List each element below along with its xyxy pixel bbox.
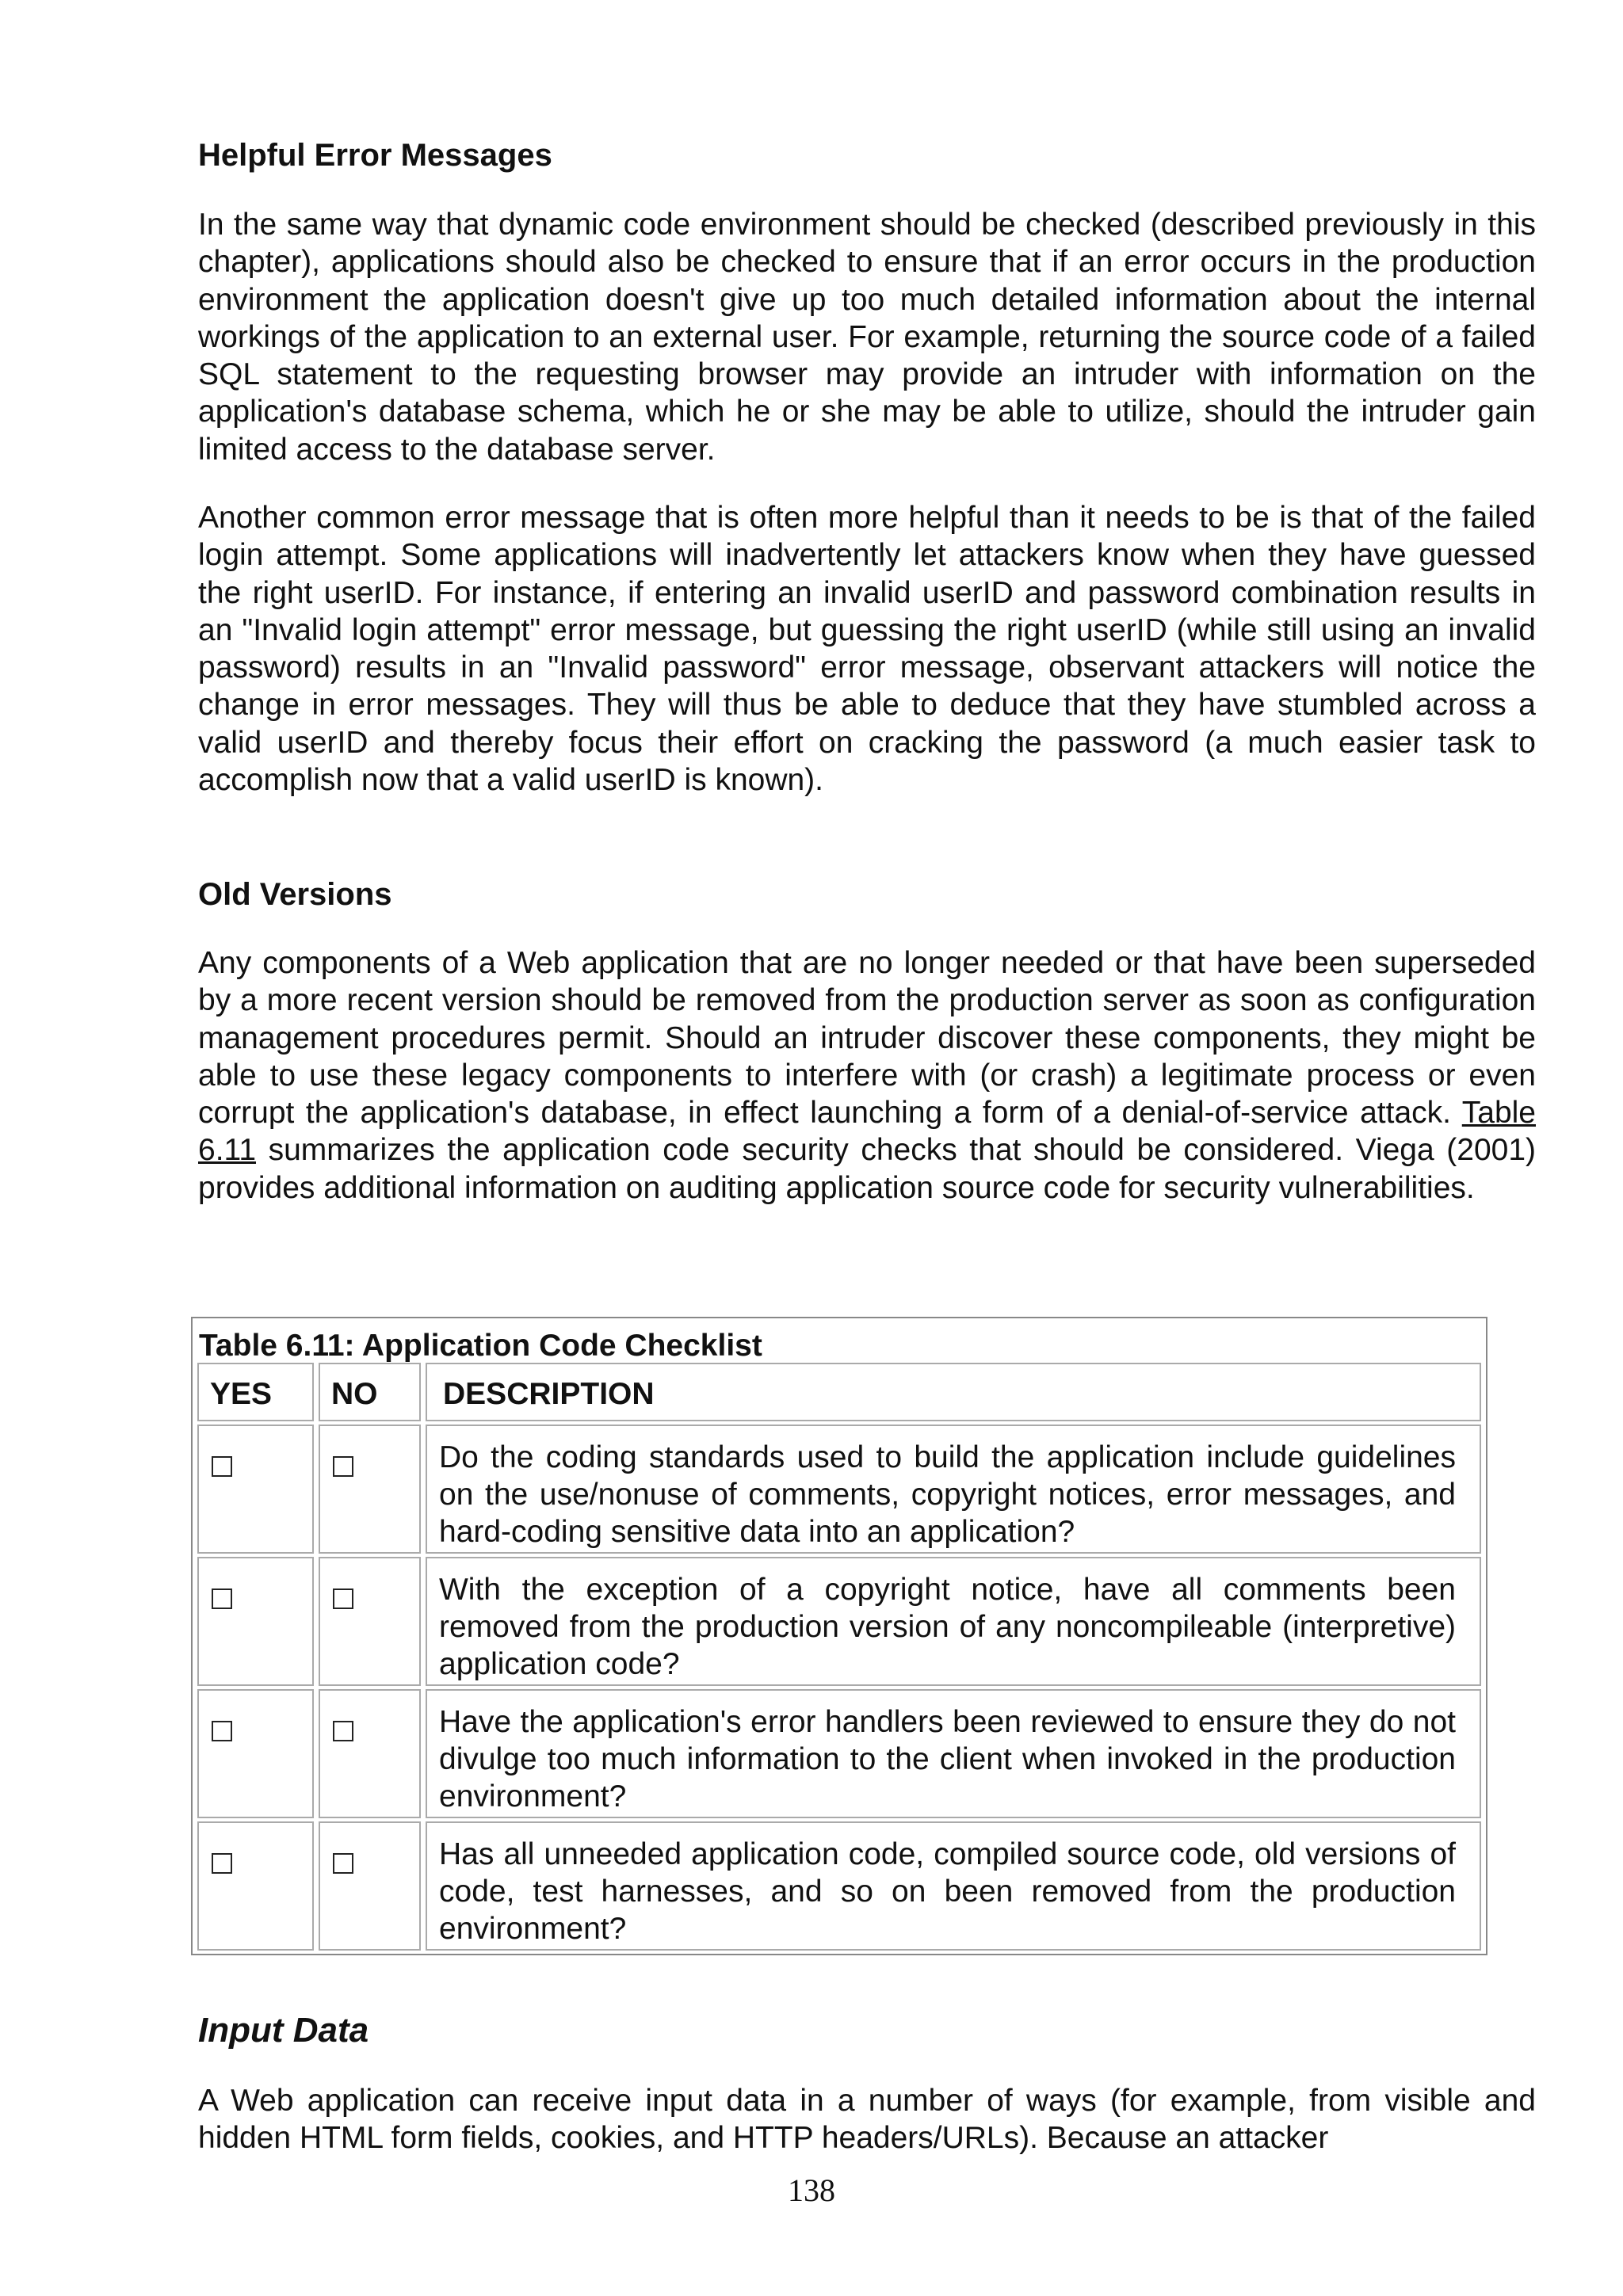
yes-checkbox[interactable]: [212, 1589, 232, 1609]
header-description: DESCRIPTION: [426, 1363, 1481, 1421]
yes-checkbox[interactable]: [212, 1721, 232, 1741]
description-cell: Have the application's error handlers been reviewed to ensure they do not divulge too much information to the client when invoked in the production environment?: [426, 1689, 1481, 1818]
heading-helpful-error-messages: Helpful Error Messages: [198, 138, 552, 173]
text-run: Any components of a Web application that are no longer needed or that have been superseded by a more recent version should be removed from the production server as soon as configuration management procedures permit. Should an intruder discover these components, they might be able to use these legacy components to interfere with (or crash) a legitimate process or even corrupt the application's database, in effect launching a form of a denial-of-service attack.: [198, 946, 1536, 1131]
yes-cell: [197, 1821, 314, 1951]
no-cell: [319, 1425, 421, 1554]
yes-cell: [197, 1689, 314, 1818]
paragraph-dynamic-code: In the same way that dynamic code environment should be checked (described previously in this chapter), applications should also be checked to ensure that if an error occurs in the production environment the application doesn't give up too much detailed information about the internal workings of the application to an external user. For example, returning the source code of a failed SQL statement to the requesting browser may provide an intruder with information on the application's database schema, which he or she may be able to utilize, should the intruder gain limited access to the database server.: [198, 208, 1536, 467]
no-checkbox[interactable]: [333, 1853, 353, 1874]
section-helpful-error-messages: [198, 135, 1536, 176]
yes-checkbox[interactable]: [212, 1456, 232, 1477]
text-run: summarizes the application code security checks that should be considered. Viega (2001) provides additional information on auditing application source code for security vulnerabilities.: [198, 1133, 1536, 1205]
yes-cell: [197, 1425, 314, 1554]
page-number: 138: [788, 2172, 835, 2208]
no-checkbox[interactable]: [333, 1456, 353, 1477]
description-cell: Do the coding standards used to build the application include guidelines on the use/nonuse of comments, copyright notices, error messages, and hard-coding sensitive data into an application?: [426, 1425, 1481, 1554]
no-cell: [319, 1821, 421, 1951]
section-input-data: [198, 2010, 1536, 2051]
paragraph-block: [198, 499, 1536, 799]
section-old-versions: [198, 874, 1536, 915]
table-row: [193, 1425, 1486, 1557]
paragraph-block: [198, 944, 1536, 1207]
table-caption: Table 6.11: Application Code Checklist: [199, 1329, 762, 1363]
yes-cell: [197, 1557, 314, 1686]
header-yes: YES: [197, 1363, 314, 1421]
header-no: NO: [319, 1363, 421, 1421]
table-header-row: [193, 1363, 1486, 1425]
heading-input-data: Input Data: [198, 2011, 369, 2050]
table-row: [193, 1689, 1486, 1821]
no-cell: [319, 1689, 421, 1818]
paragraph-old-components: [198, 944, 1536, 1207]
table-6-11-link[interactable]: Table 6.11: [198, 1096, 1536, 1168]
paragraph-block: [198, 206, 1536, 468]
description-cell: Has all unneeded application code, compiled source code, old versions of code, test harnesses, and so on been removed from the production environment?: [426, 1821, 1481, 1951]
no-checkbox[interactable]: [333, 1589, 353, 1609]
paragraph-input-data: A Web application can receive input data in a number of ways (for example, from visible and hidden HTML form fields, cookies, and HTTP headers/URLs). Because an attacker: [198, 2084, 1536, 2156]
yes-checkbox[interactable]: [212, 1853, 232, 1874]
no-checkbox[interactable]: [333, 1721, 353, 1741]
no-cell: [319, 1557, 421, 1686]
table-row: [193, 1821, 1486, 1954]
application-code-checklist-table: [191, 1317, 1487, 1955]
description-cell: With the exception of a copyright notice, have all comments been removed from the production version of any noncompileable (interpretive) application code?: [426, 1557, 1481, 1686]
table-row: [193, 1557, 1486, 1689]
heading-old-versions: Old Versions: [198, 877, 392, 912]
paragraph-failed-login: Another common error message that is often more helpful than it needs to be is that of the failed login attempt. Some applications will inadvertently let attackers know when they have guessed the right userID. For instance, if entering an invalid userID and password combination results in an "Invalid login attempt" error message, but guessing the right userID (while still using an invalid password) results in an "Invalid password" error message, observant attackers will notice the change in error messages. They will thus be able to deduce that they have stumbled across a valid userID and thereby focus their effort on cracking the password (a much easier task to accomplish now that a valid userID is known).: [198, 501, 1536, 798]
paragraph-block: [198, 2082, 1536, 2157]
